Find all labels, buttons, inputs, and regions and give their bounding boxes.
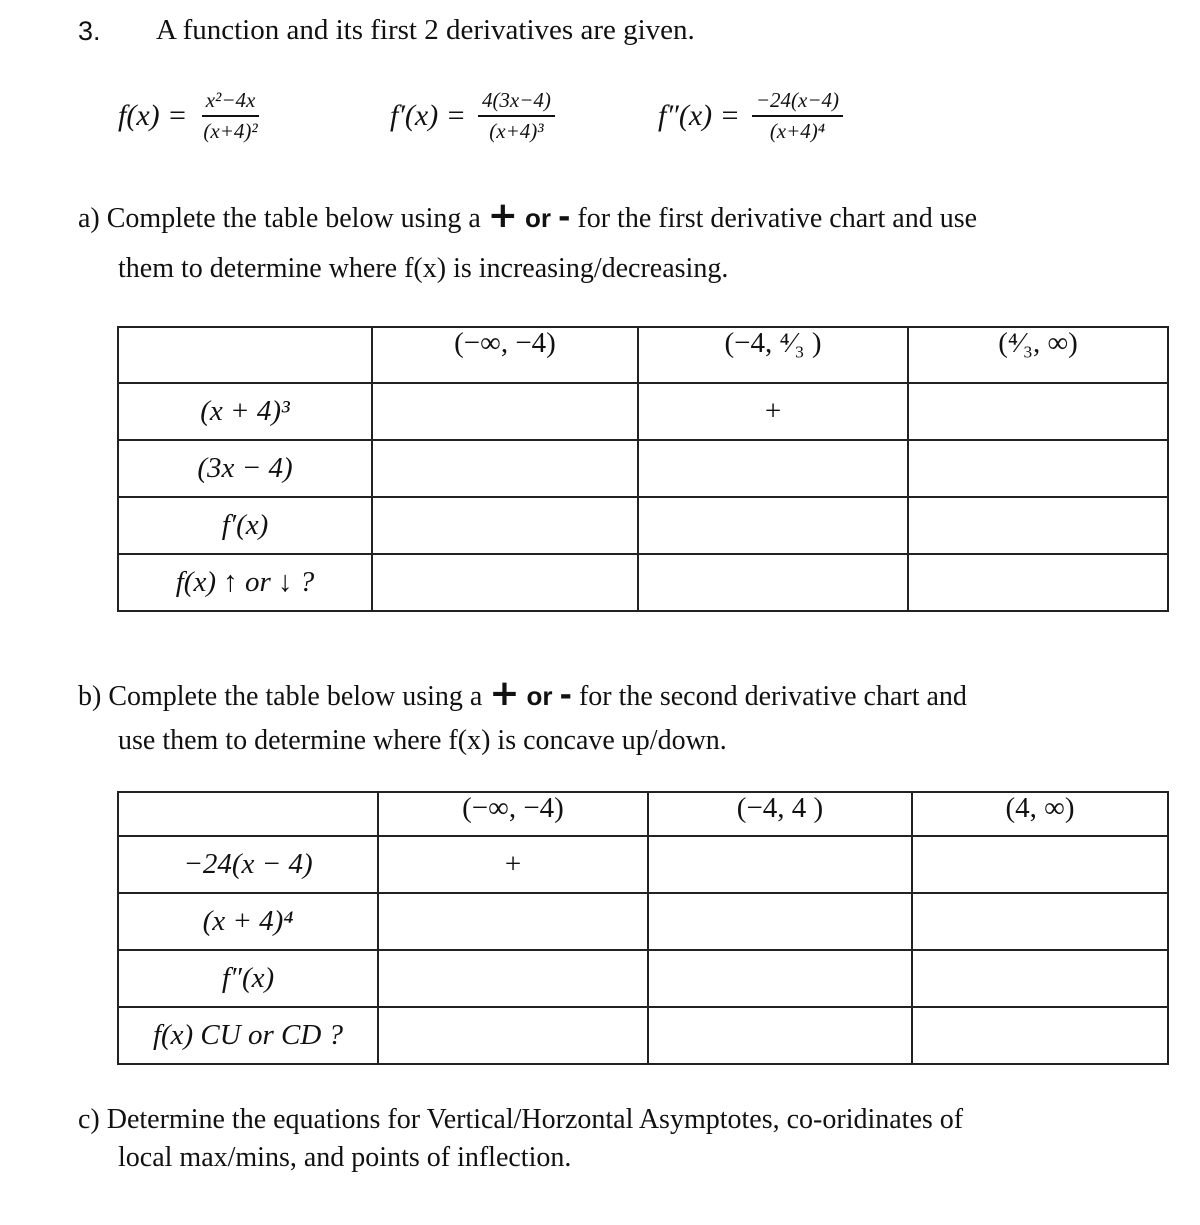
table-a-cell[interactable]	[638, 554, 908, 611]
part-b-minus-symbol: -	[559, 678, 572, 713]
table-b-cell[interactable]	[378, 950, 648, 1007]
part-a-instruction-line1	[78, 195, 978, 236]
table-b-row-label: f(x) CU or CD ?	[118, 1007, 378, 1064]
table-a-header-interval-3: (⁴⁄₃, ∞)	[908, 327, 1168, 383]
table-a-cell[interactable]	[372, 440, 638, 497]
part-b-or: or	[526, 681, 553, 711]
table-b-cell[interactable]	[648, 893, 912, 950]
table-b-header-interval-2: (−4, 4 )	[648, 792, 912, 836]
table-a-cell[interactable]	[908, 554, 1168, 611]
table-b-header-interval-3: (4, ∞)	[912, 792, 1168, 836]
table-b-cell[interactable]	[648, 950, 912, 1007]
question-number: 3.	[78, 16, 101, 46]
part-a-suffix: for the first derivative chart and use	[577, 203, 978, 234]
table-a-header-interval-2: (−4, ⁴⁄₃ )	[638, 327, 908, 383]
table-row	[118, 950, 1168, 1007]
table-a-cell[interactable]	[638, 497, 908, 554]
part-a-or: or	[524, 203, 551, 233]
table-b-cell[interactable]	[648, 1007, 912, 1064]
table-b-cell[interactable]	[378, 1007, 648, 1064]
part-b-prefix: b) Complete the table below using a	[78, 681, 483, 712]
table-b-cell[interactable]	[378, 893, 648, 950]
function-f-double-prime-lhs: f″(x) =	[658, 99, 740, 132]
table-row	[118, 440, 1168, 497]
table-row	[118, 383, 1168, 440]
table-a-cell[interactable]	[908, 383, 1168, 440]
table-a-header-row	[118, 327, 1168, 383]
first-derivative-sign-chart	[117, 326, 1169, 612]
function-f-prime	[390, 88, 555, 144]
table-a-row-label: (x + 4)³	[118, 383, 372, 440]
table-a-cell[interactable]	[372, 383, 638, 440]
function-f-numerator: x²−4x	[202, 88, 260, 117]
table-a-cell[interactable]	[908, 497, 1168, 554]
part-c-instruction-line2: local max/mins, and points of inflection.	[118, 1142, 572, 1173]
table-a-header-interval-1: (−∞, −4)	[372, 327, 638, 383]
function-f-prime-numerator: 4(3x−4)	[478, 88, 555, 117]
table-b-header-row	[118, 792, 1168, 836]
function-f-lhs: f(x) =	[118, 99, 188, 132]
table-a-row-label: f(x) ↑ or ↓ ?	[118, 554, 372, 611]
table-b-cell[interactable]	[912, 950, 1168, 1007]
function-f-double-prime-fraction	[752, 88, 843, 144]
function-f-fraction	[199, 88, 261, 144]
table-b-cell[interactable]: +	[378, 836, 648, 893]
table-b-row-label: −24(x − 4)	[118, 836, 378, 893]
table-a-cell[interactable]	[908, 440, 1168, 497]
table-b-row-label: (x + 4)⁴	[118, 893, 378, 950]
part-a-instruction-line2: them to determine where f(x) is increasing/decreasing.	[118, 253, 729, 284]
table-a-corner-cell	[118, 327, 372, 383]
part-b-plus-symbol: +	[489, 673, 520, 714]
table-b-row-label: f″(x)	[118, 950, 378, 1007]
part-b-instruction-line1	[78, 673, 967, 714]
table-a-cell[interactable]	[372, 497, 638, 554]
table-b-cell[interactable]	[912, 1007, 1168, 1064]
second-derivative-sign-chart	[117, 791, 1169, 1065]
part-a-prefix: a) Complete the table below using a	[78, 203, 481, 234]
function-f-double-prime	[658, 88, 843, 144]
function-f-prime-lhs: f′(x) =	[390, 99, 466, 132]
table-a-row-label: (3x − 4)	[118, 440, 372, 497]
table-a-cell[interactable]	[372, 554, 638, 611]
function-f-double-prime-denominator: (x+4)⁴	[769, 119, 826, 143]
part-b-instruction-line2: use them to determine where f(x) is concave up/down.	[118, 725, 727, 756]
table-row	[118, 1007, 1168, 1064]
table-b-cell[interactable]	[912, 836, 1168, 893]
question-title: A function and its first 2 derivatives are given.	[156, 14, 695, 46]
part-a-plus-symbol: +	[487, 195, 518, 236]
table-a-row-label: f′(x)	[118, 497, 372, 554]
table-b-cell[interactable]	[912, 893, 1168, 950]
table-a-cell[interactable]: +	[638, 383, 908, 440]
table-row	[118, 497, 1168, 554]
part-a-minus-symbol: -	[557, 200, 571, 235]
part-b-suffix: for the second derivative chart and	[578, 681, 967, 712]
function-f-double-prime-numerator: −24(x−4)	[752, 88, 843, 117]
table-row	[118, 893, 1168, 950]
table-b-corner-cell	[118, 792, 378, 836]
function-f	[118, 88, 262, 144]
table-b-header-interval-1: (−∞, −4)	[378, 792, 648, 836]
table-row	[118, 554, 1168, 611]
table-b-cell[interactable]	[648, 836, 912, 893]
table-row	[118, 836, 1168, 893]
part-c-instruction-line1: c) Determine the equations for Vertical/Horzontal Asymptotes, co-oridinates of	[78, 1104, 964, 1135]
table-a-cell[interactable]	[638, 440, 908, 497]
function-f-denominator: (x+4)²	[203, 119, 258, 143]
function-f-prime-fraction	[478, 88, 555, 144]
function-f-prime-denominator: (x+4)³	[489, 119, 544, 143]
